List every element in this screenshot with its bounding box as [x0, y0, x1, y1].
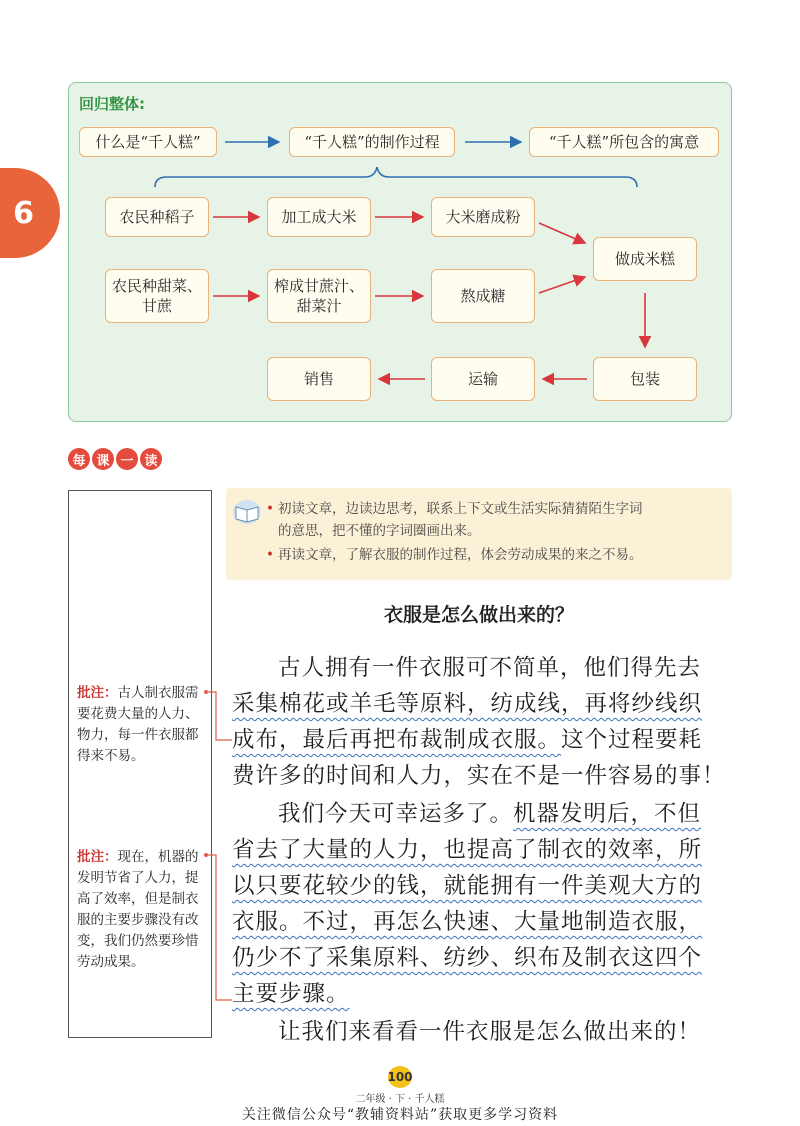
p2-line-4a: 衣服。: [232, 909, 303, 935]
p2-line-3-text: 以只要花较少的钱，就能拥有一件美观大方的: [232, 873, 703, 899]
p2-line-1b: 机器发明后，不但: [513, 801, 702, 827]
badge-char: 课: [92, 448, 114, 470]
badge-char: 一: [116, 448, 138, 470]
p3-line-1: 让我们来看看一件衣服是怎么做出来的！: [278, 1019, 702, 1045]
reading-tips: [226, 488, 732, 580]
flow-box-rice-cake: 做成米糕: [593, 237, 697, 281]
p1-line-2: [232, 686, 702, 718]
page-number: 100: [388, 1066, 412, 1088]
flow-box-process: “千人糕”的制作过程: [289, 127, 455, 157]
p1-line-3: [232, 722, 702, 754]
badge-char: 读: [140, 448, 162, 470]
p2-line-1a: 我们今天可幸运多了。: [278, 801, 514, 827]
tip-2-line-1: 再读文章，了解衣服的制作过程，体会劳动成果的来之不易。: [277, 547, 643, 563]
annotation-label: 批注：: [77, 685, 118, 701]
flow-box-transport: 运输: [431, 357, 535, 401]
tip-1-cont: [278, 520, 481, 542]
p1-line-1: 古人拥有一件衣服可不简单，他们得先去: [278, 655, 702, 681]
article-title: 衣服是怎么做出来的？: [383, 604, 574, 626]
p2-line-5: [232, 940, 702, 972]
connector-1: [206, 692, 232, 740]
annotation-text: 现在，机器的发明节省了人力，提高了效率，但是制衣服的主要步骤没有改变，我们仍然要珍惜劳动成果。: [77, 849, 199, 970]
p1-line-2-text: 采集棉花或羊毛等原料，纺成线，再将纱线织: [232, 691, 703, 717]
p2-line-4: [232, 904, 702, 936]
p2-line-4b: 不过，再怎么快速、大量地制造衣服，: [302, 909, 703, 935]
tip-1-line-2: 的意思，把不懂的字词圈画出来。: [278, 523, 481, 539]
p1-line-4: 费许多的时间和人力，实在不是一件容易的事！: [232, 763, 726, 789]
p1-line-3a: 成布，最后再把布裁制成衣服。: [232, 727, 562, 753]
annotation-label: 批注：: [77, 849, 118, 865]
flow-box-meaning: “千人糕”所包含的寓意: [529, 127, 719, 157]
connector-dot-2: [204, 853, 208, 857]
p2-line-2-text: 省去了大量的人力，也提高了制衣的效率，所: [232, 837, 703, 863]
flow-box-sell: 销售: [267, 357, 371, 401]
p2-line-6: [232, 976, 350, 1008]
flow-box-grow-rice: 农民种稻子: [105, 197, 209, 237]
p1-line-3b: 这个过程要耗: [561, 727, 703, 753]
summary-title: 回归整体:: [79, 95, 145, 113]
p2-line-5-text: 仍少不了采集原料、纺纱、织布及制衣这四个: [232, 945, 703, 971]
flow-box-rice-flour: 大米磨成粉: [431, 197, 535, 237]
flow-box-grow-sugar: 农民种甜菜、甘蔗: [105, 269, 209, 323]
flow-box-make-rice: 加工成大米: [267, 197, 371, 237]
open-book-icon: [232, 498, 262, 526]
chapter-number: 6: [13, 195, 34, 231]
page-label: 二年级 · 下 · 千人糕: [355, 1094, 445, 1105]
connector-dot-1: [204, 690, 208, 694]
tip-1: • 初读文章，边读边思考，联系上下文或生活实际猜猜陌生字词: [266, 501, 643, 517]
tip-2: • 再读文章，了解衣服的制作过程，体会劳动成果的来之不易。: [266, 547, 643, 563]
badge-char: 每: [68, 448, 90, 470]
p2-line-1: [278, 796, 701, 828]
flow-box-package: 包装: [593, 357, 697, 401]
annotation-text: 古人制衣服需要花费大量的人力、物力，每一件衣服都得来不易。: [77, 685, 199, 764]
flow-box-what-is: 什么是“千人糕”: [79, 127, 217, 157]
connector-2: [206, 855, 232, 1000]
flow-box-juice: 榨成甘蔗汁、甜菜汁: [267, 269, 371, 323]
tip-1-line-1: 初读文章，边读边思考，联系上下文或生活实际猜猜陌生字词: [277, 501, 643, 517]
p2-line-6-text: 主要步骤。: [232, 981, 350, 1007]
footer-watermark: 关注微信公众号“教辅资料站”获取更多学习资料: [241, 1107, 559, 1123]
p2-line-2: [232, 832, 702, 864]
flow-box-make-sugar: 熬成糖: [431, 269, 535, 323]
p2-line-3: [232, 868, 702, 900]
